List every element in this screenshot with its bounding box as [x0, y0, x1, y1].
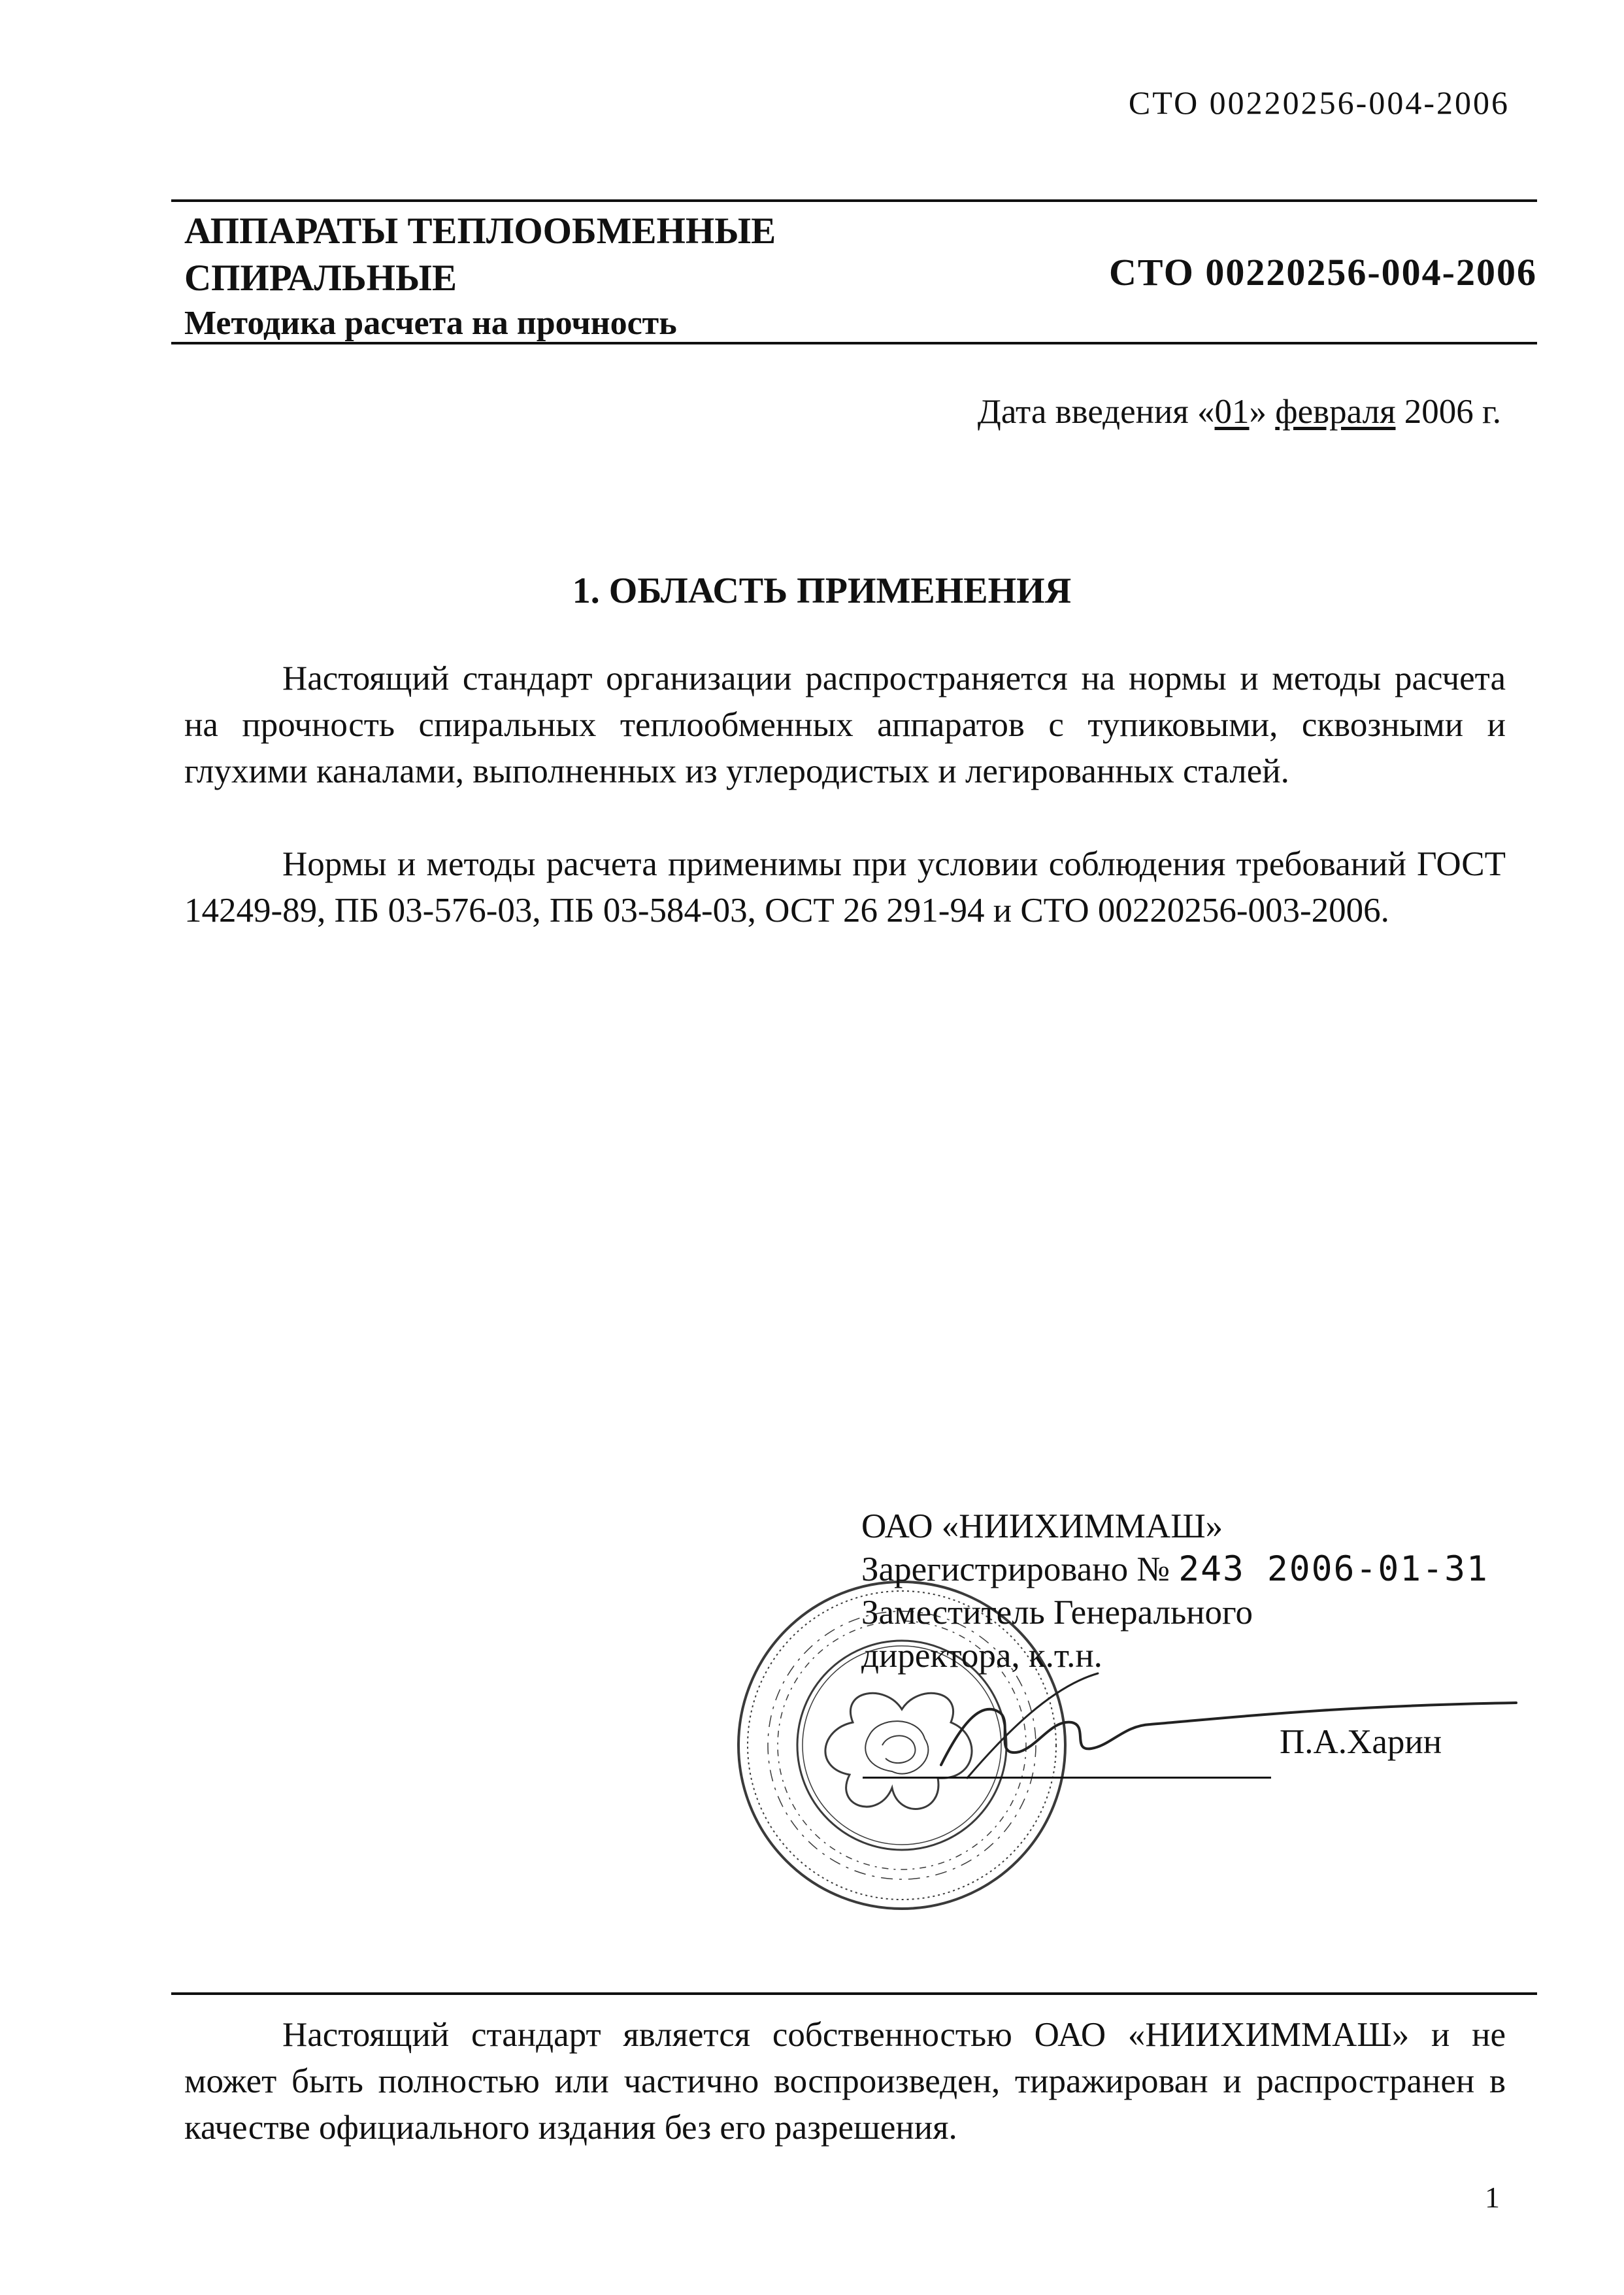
approval-block	[861, 1505, 1489, 1677]
document-code-header: СТО 00220256-004-2006	[1108, 251, 1537, 293]
body-paragraph-2: Нормы и методы расчета применимы при условии соблюдения требований ГОСТ 14249-89, ПБ 03-576-03, ПБ 03-584-03, ОСТ 26 291-94 и СТО 00220256-003-2006.	[184, 845, 1506, 930]
body-paragraph-1: Настоящий стандарт организации распространяется на нормы и методы расчета на прочность спиральных теплообменных аппаратов с тупиковыми, сквозными и глухими каналами, выполненных из углеродистых и легированных сталей.	[184, 660, 1506, 790]
signer-name: П.А.Харин	[1280, 1723, 1442, 1761]
title-line-2: СПИРАЛЬНЫЕ	[184, 258, 457, 299]
signer-position-line-1: Заместитель Генерального	[861, 1594, 1253, 1632]
copyright-notice: Настоящий стандарт является собственностью ОАО «НИИХИММАШ» и не может быть полностью или частично воспроизведен, тиражирован и распространен в качестве официального издания без его разрешения.	[184, 2016, 1506, 2147]
signer-position-line-2: директора, к.т.н.	[861, 1637, 1102, 1675]
introduction-date-label: Дата введения «	[977, 393, 1215, 431]
organization-name: ОАО «НИИХИММАШ»	[861, 1507, 1223, 1545]
introduction-year: 2006 г.	[1404, 393, 1501, 431]
header-bottom-rule	[171, 342, 1537, 344]
registration-label: Зарегистрировано №	[861, 1550, 1170, 1588]
document-code-top: СТО 00220256-004-2006	[1128, 84, 1510, 121]
title-line-1: АППАРАТЫ ТЕПЛООБМЕННЫЕ	[184, 210, 776, 252]
introduction-date-quote: »	[1249, 393, 1267, 431]
introduction-day: 01	[1214, 393, 1250, 431]
registration-line	[861, 1548, 1489, 1591]
section-heading: 1. ОБЛАСТЬ ПРИМЕНЕНИЯ	[572, 571, 1072, 611]
introduction-date	[978, 392, 1501, 431]
registration-stamp: 243 2006-01-31	[1178, 1549, 1489, 1589]
header-top-rule	[171, 199, 1537, 202]
page-number: 1	[1485, 2181, 1500, 2214]
subtitle: Методика расчета на прочность	[184, 305, 677, 342]
introduction-month: февраля	[1275, 393, 1396, 431]
title-block	[184, 208, 969, 344]
signature-line	[863, 1777, 1271, 1779]
footer-rule	[171, 1992, 1537, 1995]
